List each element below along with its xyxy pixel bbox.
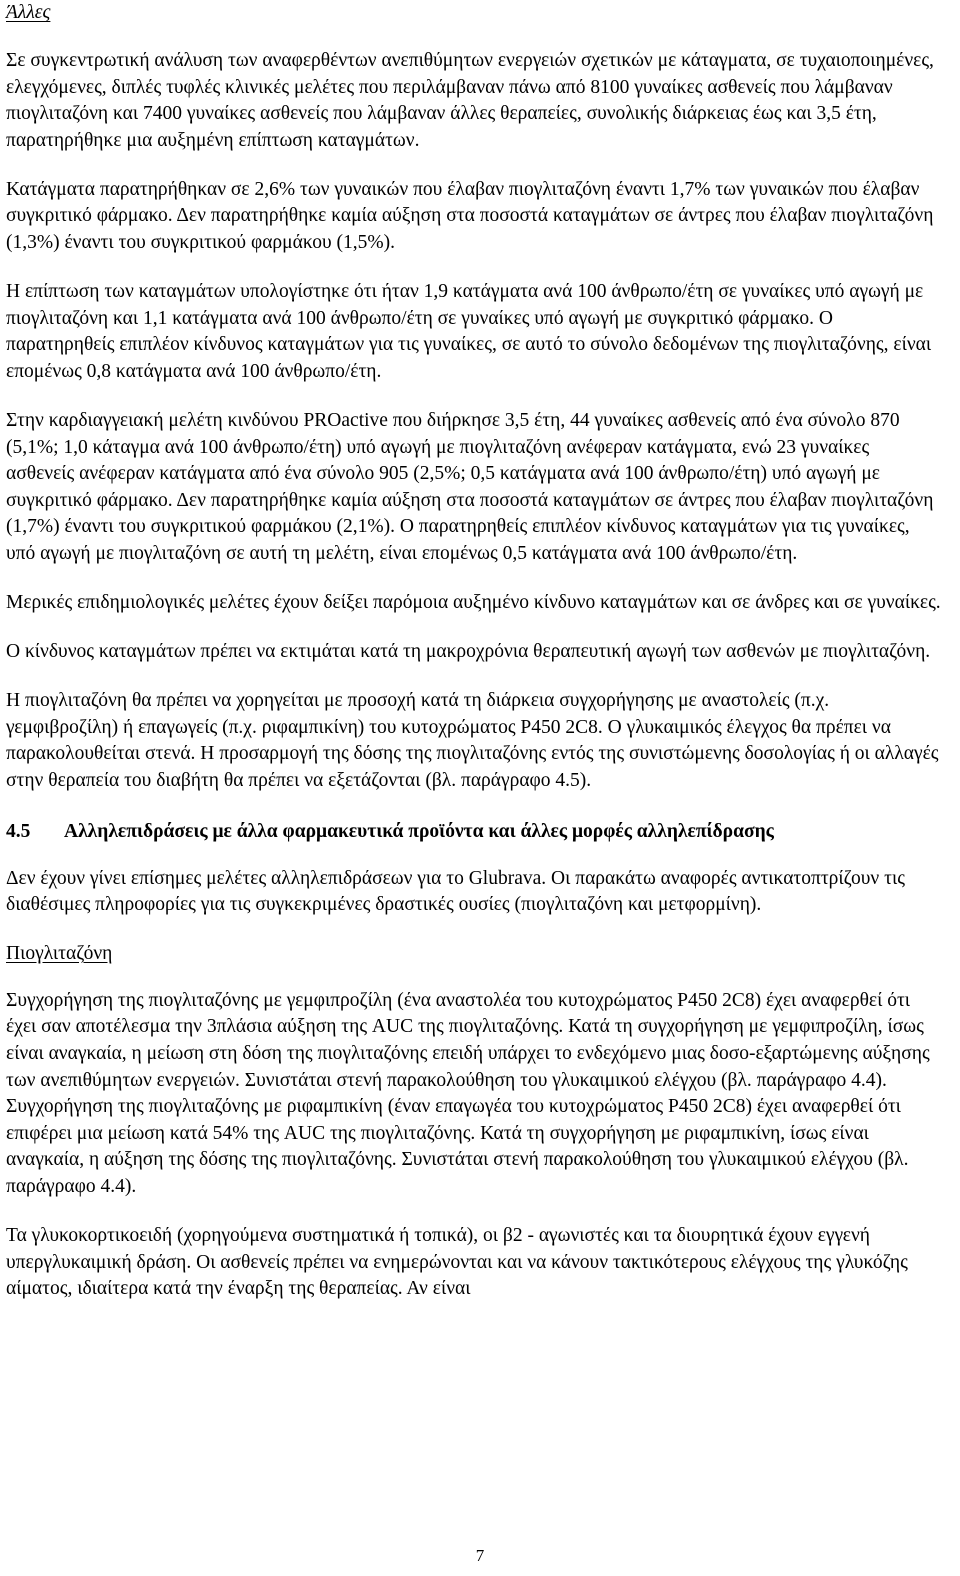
paragraph-fracture-analysis: Σε συγκεντρωτική ανάλυση των αναφερθέντων ανεπιθύμητων ενεργειών σχετικών με κάταγματα, σε τυχαιοποιημένες, ελεγχόμενες, διπλές τυφλές κλινικές μελέτες που περιλάμβαναν πάνω από 8100 γυναίκες ασθενείς που λάμβαναν πιογλιταζόνη και 7400 γυναίκες ασθενείς που λάμβαναν άλλες θεραπείες, συνολικής διάρκειας έως και 3,5 έτη, παρατηρήθηκε μια αυξημένη επίπτωση καταγμάτων. [6, 50, 934, 151]
paragraph-gemfibrozil-rifampicin: Συγχορήγηση της πιογλιταζόνης με γεμφιπροζίλη (ένα αναστολέα του κυτοχρώματος P450 2C8) έχει αναφερθεί ότι έχει σαν αποτέλεσμα την 3πλάσια αύξηση της AUC της πιογλιταζόνης. Κατά τη συγχορήγηση με γεμφιπροζίλη, ίσως είναι αναγκαία, η μείωση στη δόση της πιογλιταζόνης επειδή υπάρχει το ενδεχόμενο μιας δοσο-εξαρτώμενης αύξησης των ανεπιθύμητων ενεργειών. Συνιστάται στενή παρακολούθηση του γλυκαιμικού ελέγχου (βλ. παράγραφο 4.4). Συγχορήγηση της πιογλιταζόνης με ριφαμπικίνη (έναν επαγωγέα του κυτοχρώματος P450 2C8) έχει αναφερθεί ότι επιφέρει μια μείωση κατά 54% της AUC της πιογλιταζόνης. Κατά τη συγχορήγηση με ριφαμπικίνη, ίσως είναι αναγκαία, η αύξηση της δόσης της πιογλιταζόνης. Συνιστάται στενή παρακολούθηση του γλυκαιμικού ελέγχου (βλ. παράγραφο 4.4). [6, 989, 930, 1197]
subheading-pioglitazone: Πιογλιταζόνη [6, 942, 113, 964]
paragraph-fracture-rates: Κατάγματα παρατηρήθηκαν σε 2,6% των γυναικών που έλαβαν πιογλιταζόνη έναντι 1,7% των γυναικών που έλαβαν συγκριτικό φάρμακο. Δεν παρατηρήθηκε καμία αύξηση στα ποσοστά καταγμάτων σε άντρες που έλαβαν πιογλιταζόνη (1,3%) έναντι του συγκριτικού φαρμάκου (1,5%). [6, 178, 934, 254]
paragraph-epidemiological: Μερικές επιδημιολογικές μελέτες έχουν δείξει παρόμοια αυξημένο κίνδυνο καταγμάτων και σε άνδρες και σε γυναίκες. [6, 592, 941, 614]
section-heading [6, 819, 942, 845]
paragraph-cyp2c8-caution: Η πιογλιταζόνη θα πρέπει να χορηγείται με προσοχή κατά τη διάρκεια συγχορήγησης με αναστολείς (π.χ. γεμφιβροζίλη) ή επαγωγείς (π.χ. ριφαμπικίνη) του κυτοχρώματος P450 2C8. Ο γλυκαιμικός έλεγχος θα πρέπει να παρακολουθείται στενά. Η προσαρμογή της δόσης της πιογλιταζόνης εντός της συνιστώμενης δοσολογίας ή οι αλλαγές στην θεραπεία του διαβήτη θα πρέπει να εξετάζονται (βλ. παράγραφο 4.5). [6, 690, 939, 792]
paragraph-interactions-intro: Δεν έχουν γίνει επίσημες μελέτες αλληλεπιδράσεων για το Glubrava. Οι παρακάτω αναφορές αντικατοπτρίζουν τις διαθέσιμες πληροφορίες για τις συγκεκριμένες δραστικές ουσίες (πιογλιταζόνη και μετφορμίνη). [6, 867, 905, 916]
paragraph-fracture-risk: Ο κίνδυνος καταγμάτων πρέπει να εκτιμάται κατά τη μακροχρόνια θεραπευτική αγωγή των ασθενών με πιογλιταζόνη. [6, 641, 931, 663]
section-heading-number: 4.5 [6, 820, 31, 842]
paragraph-proactive-study: Στην καρδιαγγειακή μελέτη κινδύνου PROactive που διήρκησε 3,5 έτη, 44 γυναίκες ασθενείς από ένα σύνολο 870 (5,1%; 1,0 κάταγμα ανά 100 άνθρωπο/έτη) υπό αγωγή με πιογλιταζόνη ανέφεραν κατάγματα, ενώ 23 γυναίκες ασθενείς ανέφεραν κατάγματα από ένα σύνολο 905 (2,5%; 0,5 κατάγματα ανά 100 άνθρωπο/έτη) υπό αγωγή με συγκριτικό φάρμακο. Δεν παρατηρήθηκε καμία αύξηση στα ποσοστά καταγμάτων σε άντρες που έλαβαν πιογλιταζόνη (1,7%) έναντι του συγκριτικού φαρμάκου (2,1%). Ο παρατηρηθείς επιπλέον κίνδυνος καταγμάτων για τις γυναίκες, υπό αγωγή με πιογλιταζόνη σε αυτή τη μελέτη, είναι επομένως 0,5 κατάγματα ανά 100 άνθρωπο/έτη. [6, 410, 934, 564]
section-label: Άλλες [6, 2, 51, 23]
section-heading-title: Αλληλεπιδράσεις με άλλα φαρμακευτικά προϊόντα και άλλες μορφές αλληλεπίδρασης [64, 820, 774, 842]
page-number: 7 [475, 1546, 485, 1565]
paragraph-glucocorticoids: Τα γλυκοκορτικοειδή (χορηγούμενα συστηματικά ή τοπικά), οι β2 - αγωνιστές και τα διουρητικά έχουν εγγενή υπεργλυκαιμική δράση. Οι ασθενείς πρέπει να ενημερώνονται και να κάνουν τακτικότερους ελέγχους της γλυκόζης αίματος, ιδιαίτερα κατά την έναρξη της θεραπείας. Αν είναι [6, 1225, 908, 1300]
paragraph-fracture-incidence: Η επίπτωση των καταγμάτων υπολογίστηκε ότι ήταν 1,9 κατάγματα ανά 100 άνθρωπο/έτη σε γυναίκες υπό αγωγή με πιογλιταζόνη και 1,1 κατάγματα ανά 100 άνθρωπο/έτη σε γυναίκες υπό αγωγή με συγκριτικό φάρμακο. Ο παρατηρηθείς επιπλέον κίνδυνος καταγμάτων για τις γυναίκες, σε αυτό το σύνολο δεδομένων της πιογλιταζόνης, είναι επομένως 0,8 κατάγματα ανά 100 άνθρωπο/έτη. [6, 281, 932, 382]
document-page [6, 0, 942, 1303]
